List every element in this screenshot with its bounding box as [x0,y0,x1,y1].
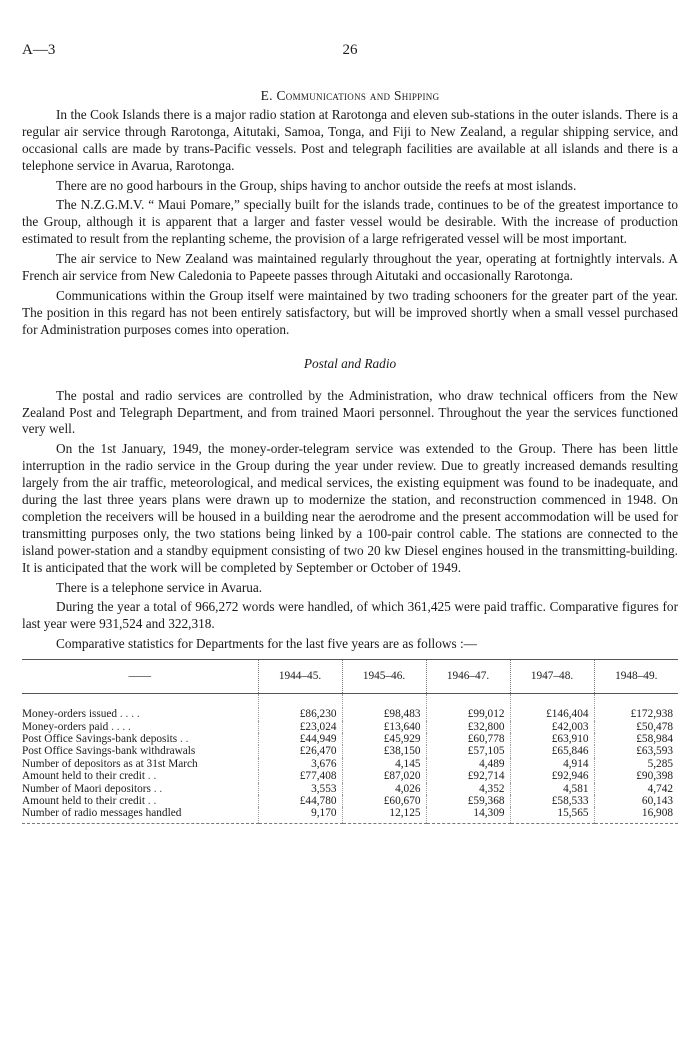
page-number: 26 [342,42,358,58]
table-cell: £92,946 [510,770,594,782]
column-header: 1947–48. [510,660,594,694]
page-header [22,42,678,62]
table-cell: £32,800 [426,721,510,733]
table-cell: £92,714 [426,770,510,782]
table-cell: 3,676 [258,758,342,770]
column-header: 1948–49. [594,660,678,694]
column-header: 1946–47. [426,660,510,694]
row-label: Post Office Savings-bank deposits . . [22,733,189,745]
table-cell: £98,483 [342,708,426,720]
table-row [22,783,678,795]
table-row [22,758,678,770]
table-cell: £63,593 [594,745,678,757]
table-cell: 4,581 [510,783,594,795]
page-content [22,88,678,824]
table-cell: 4,145 [342,758,426,770]
table-cell: 14,309 [426,807,510,823]
table-cell: 4,352 [426,783,510,795]
table-row [22,795,678,807]
section-title: E. Communications and Shipping [260,88,440,103]
paragraph-maui-pomare: The N.Z.G.M.V. “ Maui Pomare,” specially built for the islands trade, continues to be of the greatest importance to the Group, although it is apparent that a larger and faster vessel would be desirable. With the increase of production estimated to result from the replanting scheme, the provision of a large refrigerated vessel will be most important. [22,197,678,247]
table-cell: £59,368 [426,795,510,807]
column-header: 1945–46. [342,660,426,694]
table-row [22,745,678,757]
row-label: Post Office Savings-bank withdrawals [22,745,196,758]
table-row [22,770,678,782]
table-cell: £23,024 [258,721,342,733]
table-cell: 4,742 [594,783,678,795]
column-header: 1944–45. [258,660,342,694]
document-reference: A—3 [22,42,56,58]
paragraph-telephone: There is a telephone service in Avarua. [56,579,263,595]
table-cell: £45,929 [342,733,426,745]
table-cell: 4,914 [510,758,594,770]
table-cell: 5,285 [594,758,678,770]
table-cell: £44,949 [258,733,342,745]
table-cell: £90,398 [594,770,678,782]
table-cell: £58,984 [594,733,678,745]
table-cell: £87,020 [342,770,426,782]
row-label: Money-orders paid . . . . [22,720,131,733]
row-label: Amount held to their credit . . [22,770,157,783]
table-row [22,721,678,733]
table-cell: £38,150 [342,745,426,757]
row-label: Number of radio messages handled [22,807,258,823]
paragraph-radio-modernization: On the 1st January, 1949, the money-order-telegram service was extended to the Group. There has been little interruption in the radio service in the Group during the year under review. Due to greatly increased demands resulting largely from the air traffic, meteorological, and medical services, the existing equipment was found to be inadequate, and during the last three years plans were drawn up to modernize the station, and reconstruction commenced in 1948. On completion the receivers will be housed in a building near the aerodrome and the present accommodation will be used for transmitting purposes only, the two stations being linked by a 100-pair control cable. The stations are connected to the island power-station and a standby equipment consisting of two 20 kw Diesel engines housed in the transmitting-building. It is anticipated that the work will be completed by September or October of 1949. [22,441,678,575]
table-cell: 12,125 [342,807,426,823]
statistics-table [22,659,678,824]
table-cell: £13,640 [342,721,426,733]
table-row [22,708,678,720]
table-header-row [22,660,678,694]
paragraph-harbours: There are no good harbours in the Group, ships having to anchor outside the reefs at most islands. [56,177,577,193]
paragraph-statistics-intro: Comparative statistics for Departments for the last five years are as follows :— [56,636,477,652]
table-cell: 16,908 [594,807,678,823]
row-label: Number of depositors as at 31st March [22,757,198,770]
table-cell: £63,910 [510,733,594,745]
table-cell: £172,938 [594,708,678,720]
table-cell: £42,003 [510,721,594,733]
paragraph-air-service: The air service to New Zealand was maintained regularly throughout the year, operating at fortnightly intervals. A French air service from New Caledonia to Papeete passes through Aitutaki and occasionally Rarotonga. [22,251,678,284]
table-cell: 9,170 [258,807,342,823]
table-cell: £58,533 [510,795,594,807]
table-cell: £146,404 [510,708,594,720]
table-cell: 3,553 [258,783,342,795]
table-cell: £50,478 [594,721,678,733]
table-cell: 15,565 [510,807,594,823]
table-cell: £77,408 [258,770,342,782]
table-cell: £86,230 [258,708,342,720]
row-label: Amount held to their credit . . [22,795,157,808]
table-cell: £65,846 [510,745,594,757]
paragraph-words-handled: During the year a total of 966,272 words were handled, of which 361,425 were paid traffic. Comparative figures for last year were 931,524 and 322,318. [22,599,678,632]
row-label: Money-orders issued . . . . [22,708,140,721]
table-cell: 60,143 [594,795,678,807]
paragraph-internal-communications: Communications within the Group itself were maintained by two trading schooners for the greater part of the year. The position in this regard has not been entirely satisfactory, but will be improved shortly when a small vessel purchased for Administration purposes comes into operation. [22,287,678,337]
table-cell: £44,780 [258,795,342,807]
table-cell: 4,026 [342,783,426,795]
table-spacer-row [22,694,678,709]
table-cell: £99,012 [426,708,510,720]
table-cell: £60,670 [342,795,426,807]
paragraph-postal-control: The postal and radio services are controlled by the Administration, who draw technical officers from the New Zealand Post and Telegraph Department, and from trained Maori personnel. Throughout the year the services functioned very well. [22,387,678,437]
table-cell: £26,470 [258,745,342,757]
row-label: Number of Maori depositors . . [22,782,163,795]
table-corner: —— [22,660,258,694]
paragraph-radio-overview: In the Cook Islands there is a major radio station at Rarotonga and eleven sub-stations in the outer islands. There is a regular air service through Rarotonga, Aitutaki, Samoa, Tonga, and Fiji to New Zealand, a regular shipping service, and occasional calls are made by trans-Pacific vessels. Post and telegraph facilities are available at all islands and there is a telephone service in Avarua, Rarotonga. [22,106,678,173]
subsection-title: Postal and Radio [303,355,397,371]
table-row [22,733,678,745]
table-cell: £60,778 [426,733,510,745]
table-row [22,807,678,823]
table-cell: 4,489 [426,758,510,770]
table-cell: £57,105 [426,745,510,757]
